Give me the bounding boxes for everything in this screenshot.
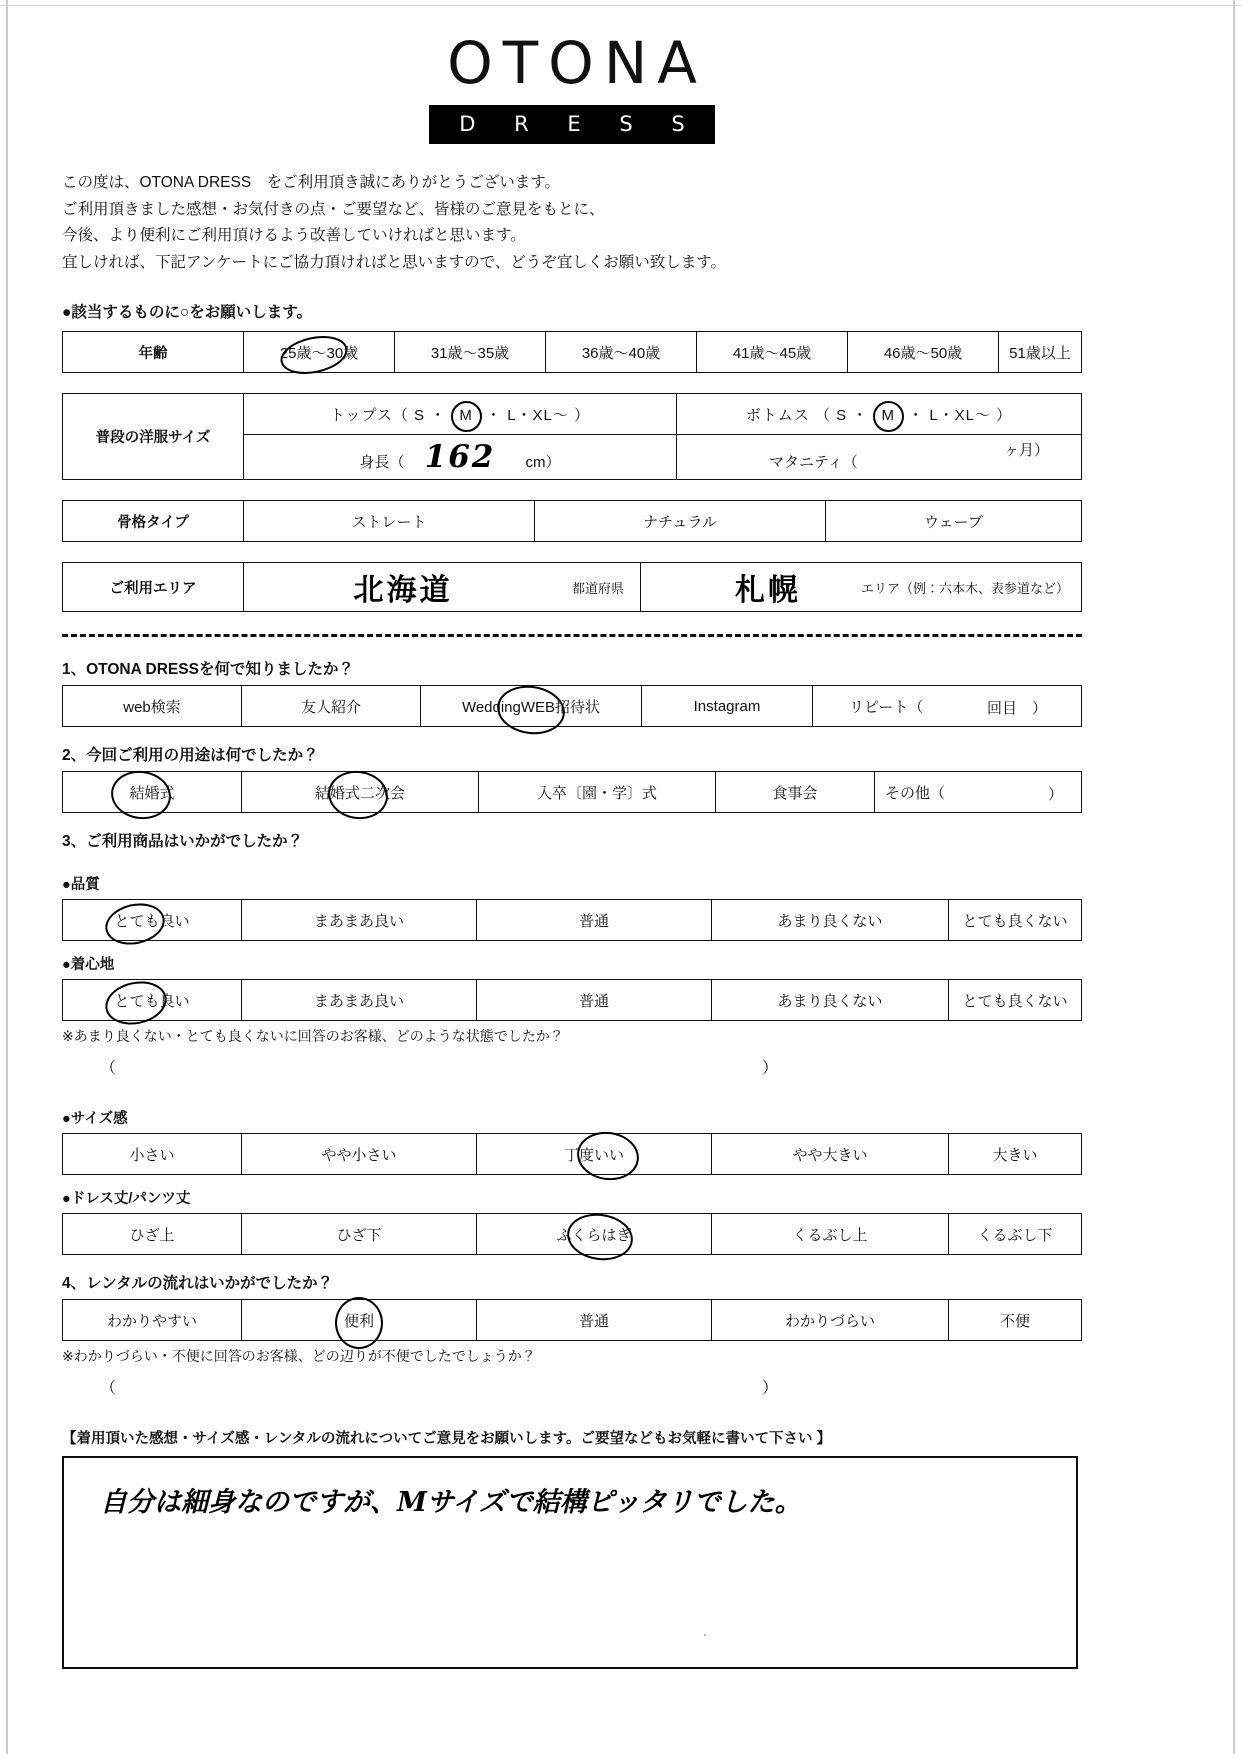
age-option-51-plus[interactable]: [999, 332, 1082, 373]
q1-title: 1、OTONA DRESSを何で知りましたか？: [62, 661, 354, 678]
quality-option-label: あまり良くない: [777, 912, 883, 930]
quality-option-not-good[interactable]: [712, 900, 949, 941]
table-row: [63, 1300, 1082, 1341]
skeleton-option-natural[interactable]: [535, 501, 826, 542]
q4-option-inconvenient[interactable]: [949, 1300, 1082, 1341]
q4-option-label: わかりやすい: [106, 1312, 197, 1330]
quality-option-very-good[interactable]: [63, 900, 242, 941]
q3-comfort-note: ※あまり良くない・とても良くないに回答のお客様、どのような状態でしたか？: [62, 1028, 564, 1044]
q1-table: [62, 685, 1082, 727]
q4-option-convenient[interactable]: [242, 1300, 477, 1341]
intro-line-1: この度は、OTONA DRESS をご利用頂き誠にありがとうございます。: [62, 174, 560, 191]
size-option-slightly-big[interactable]: [712, 1134, 949, 1175]
intro-line-3: 今後、より便利にご利用頂けるよう改善していければと思います。: [62, 227, 526, 244]
prefecture-hint-label: 都道府県: [571, 581, 624, 596]
q3-length-table: [62, 1213, 1082, 1255]
height-value: 162: [424, 439, 496, 475]
quality-option-label: 普通: [578, 912, 609, 930]
length-option-below-knee[interactable]: [242, 1214, 477, 1255]
quality-option-fairly-good[interactable]: [242, 900, 477, 941]
skeleton-row-label: 骨格タイプ: [63, 501, 244, 542]
size-option-label: やや大きい: [792, 1146, 868, 1164]
free-comment-box[interactable]: [62, 1456, 1078, 1669]
scan-edge-left: [6, 0, 8, 1754]
q2-option-label: 結婚式: [129, 784, 175, 802]
bottoms-prefix-label: ボトムス （ S ・: [745, 406, 869, 424]
intro-paragraph: [62, 170, 1082, 276]
bottoms-size-cell[interactable]: [677, 394, 1082, 435]
bottoms-suffix-label: ・ L・XL～ ）: [908, 406, 1013, 424]
size-option-label: 小さい: [129, 1146, 175, 1164]
tops-prefix-label: トップス（ S ・: [329, 406, 447, 424]
q1-option-label: 友人紹介: [300, 698, 361, 716]
table-row: [63, 1134, 1082, 1175]
area-name-cell[interactable]: [641, 563, 1082, 612]
q2-option-label: 食事会: [772, 784, 818, 802]
q2-option-label: 結婚式二次会: [314, 784, 405, 802]
quality-option-label: とても良くない: [962, 912, 1068, 930]
q3-comfort-free-row[interactable]: [62, 1055, 1082, 1077]
open-paren: （: [100, 1060, 117, 1077]
q2-option-label: 入卒〔園・学〕式: [536, 784, 657, 802]
prefecture-value: 北海道: [353, 573, 453, 608]
q4-table: [62, 1299, 1082, 1341]
q4-option-label: 不便: [999, 1312, 1030, 1330]
q4-option-normal[interactable]: [477, 1300, 712, 1341]
size-option-label: やや小さい: [321, 1146, 397, 1164]
size-option-big[interactable]: [949, 1134, 1082, 1175]
table-row: [63, 394, 1082, 435]
skeleton-type-table: [62, 500, 1082, 542]
area-row-label: ご利用エリア: [63, 563, 244, 612]
age-option-label: 51歳以上: [1009, 344, 1071, 362]
length-option-calf[interactable]: [477, 1214, 712, 1255]
intro-line-2: ご利用頂きました感想・お気付きの点・ご要望など、皆様のご意見をもとに、: [62, 200, 605, 218]
size-option-just-right[interactable]: [477, 1134, 712, 1175]
q1-option-label: Instagram: [693, 697, 761, 715]
q4-option-label: 普通: [578, 1312, 609, 1330]
instruction-text: ●該当するものに○をお願いします。: [62, 304, 312, 321]
tops-selected-size: M: [459, 406, 473, 424]
q4-free-row[interactable]: [62, 1375, 1082, 1397]
q1-option-instagram[interactable]: [642, 686, 813, 727]
q2-option-school-ceremony[interactable]: [479, 772, 716, 813]
q1-option-repeat[interactable]: [813, 686, 1082, 727]
skeleton-option-wave[interactable]: [826, 501, 1082, 542]
length-option-above-ankle[interactable]: [712, 1214, 949, 1255]
q1-option-friend[interactable]: [242, 686, 421, 727]
length-option-above-knee[interactable]: [63, 1214, 242, 1255]
tops-size-cell[interactable]: [244, 394, 677, 435]
age-option-label: 25歳～30歳: [279, 344, 359, 362]
height-label: 身長（: [359, 454, 405, 471]
table-row: [63, 1214, 1082, 1255]
q3-title: 3、ご利用商品はいかがでしたか？: [62, 833, 304, 850]
age-option-label: 31歳～35歳: [430, 344, 510, 362]
free-comment-value: 自分は細身なのですが、Mサイズで結構ピッタリでした。: [100, 1487, 802, 1518]
skeleton-option-straight[interactable]: [244, 501, 535, 542]
age-option-36-40[interactable]: [546, 332, 697, 373]
area-hint-label: エリア（例：六本木、表参道など）: [860, 581, 1069, 596]
logo-dress-text: D R E S S: [429, 105, 714, 144]
table-row: [63, 563, 1082, 612]
length-option-label: ふくらはぎ: [556, 1226, 632, 1244]
size-option-label: 大きい: [992, 1146, 1038, 1164]
prefecture-cell[interactable]: [244, 563, 641, 612]
maternity-unit-label: ヶ月）: [1003, 442, 1049, 459]
intro-line-4: 宜しければ、下記アンケートにご協力頂ければと思いますので、どうぞ宜しくお願い致します。: [62, 253, 727, 271]
q1-option-web-search[interactable]: [63, 686, 242, 727]
quality-option-label: まあまあ良い: [313, 912, 404, 930]
comfort-option-label: 普通: [578, 992, 609, 1010]
free-comment-title: 【着用頂いた感想・サイズ感・レンタルの流れについてご意見をお願いします。ご要望などもお気軽に書いて下さい 】: [62, 1431, 831, 1447]
age-row-label: 年齢: [63, 332, 244, 373]
tops-suffix-label: ・ L・XL～ ）: [486, 406, 591, 424]
q2-table: [62, 771, 1082, 813]
age-option-31-35[interactable]: [395, 332, 546, 373]
table-row: [63, 980, 1082, 1021]
q3-size-feel-label: ●サイズ感: [62, 1111, 128, 1127]
q2-option-other[interactable]: [875, 772, 1082, 813]
q3-quality-label: ●品質: [62, 877, 100, 893]
table-row: [63, 501, 1082, 542]
maternity-cell[interactable]: [677, 435, 1082, 480]
q2-option-after-party[interactable]: [242, 772, 479, 813]
age-option-label: 46歳～50歳: [883, 344, 963, 362]
length-option-label: ひざ上: [129, 1226, 175, 1244]
comfort-option-label: まあまあ良い: [313, 992, 404, 1010]
height-cell[interactable]: [244, 435, 677, 480]
clothing-size-table: [62, 393, 1082, 480]
quality-option-very-bad[interactable]: [949, 900, 1082, 941]
scan-speck: [704, 1634, 706, 1636]
length-option-below-ankle[interactable]: [949, 1214, 1082, 1255]
q1-repeat-suffix: 回目 ）: [986, 700, 1047, 717]
length-option-label: くるぶし上: [792, 1226, 868, 1244]
table-row: [63, 332, 1082, 373]
comfort-option-very-bad[interactable]: [949, 980, 1082, 1021]
q4-option-easy[interactable]: [63, 1300, 242, 1341]
q3-quality-table: [62, 899, 1082, 941]
table-row: [63, 772, 1082, 813]
q4-option-label: 便利: [343, 1312, 374, 1330]
clothing-size-row-label: 普段の洋服サイズ: [63, 394, 244, 480]
q2-title: 2、今回ご利用の用途は何でしたか？: [62, 747, 319, 764]
skeleton-option-label: ウェーブ: [924, 513, 983, 531]
q1-option-label: WeddingWEB招待状: [461, 698, 601, 716]
q3-comfort-table: [62, 979, 1082, 1021]
q1-repeat-label: リピート（: [849, 698, 924, 716]
comfort-option-label: とても良くない: [962, 992, 1068, 1010]
q3-length-label: ●ドレス丈/パンツ丈: [62, 1191, 191, 1207]
logo-otona-text: OTONA: [447, 29, 707, 97]
close-paren: ）: [762, 1380, 779, 1397]
comfort-option-label: とても良い: [114, 992, 190, 1010]
scan-edge-right: [1233, 0, 1235, 1754]
open-paren: （: [100, 1380, 117, 1397]
age-option-25-30[interactable]: [244, 332, 395, 373]
skeleton-option-label: ナチュラル: [642, 513, 718, 531]
quality-option-normal[interactable]: [477, 900, 712, 941]
q4-option-label: わかりづらい: [784, 1312, 875, 1330]
comfort-option-fairly-good[interactable]: [242, 980, 477, 1021]
q4-title: 4、レンタルの流れはいかがでしたか？: [62, 1275, 334, 1292]
q1-option-wedding-web[interactable]: [421, 686, 642, 727]
comfort-option-label: あまり良くない: [777, 992, 883, 1010]
q4-option-hard[interactable]: [712, 1300, 949, 1341]
area-value: 札幌: [735, 573, 801, 608]
table-row: [63, 900, 1082, 941]
size-option-slightly-small[interactable]: [242, 1134, 477, 1175]
comfort-option-very-good[interactable]: [63, 980, 242, 1021]
size-option-label: 丁度いい: [563, 1146, 624, 1164]
brand-logo: [62, 0, 1082, 144]
age-option-46-50[interactable]: [848, 332, 999, 373]
age-option-41-45[interactable]: [697, 332, 848, 373]
q2-other-suffix: ）: [1047, 786, 1063, 803]
q2-other-label: その他（: [885, 784, 946, 802]
q3-comfort-label: ●着心地: [62, 957, 115, 973]
close-paren: ）: [762, 1060, 779, 1077]
maternity-label: マタニティ（: [769, 454, 858, 471]
quality-option-label: とても良い: [114, 912, 190, 930]
height-unit-label: cm）: [525, 454, 561, 471]
skeleton-option-label: ストレート: [351, 513, 427, 531]
area-table: [62, 562, 1082, 612]
bottoms-selected-size: M: [881, 406, 895, 424]
comfort-option-normal[interactable]: [477, 980, 712, 1021]
q4-note: ※わかりづらい・不便に回答のお客様、どの辺りが不便でしたでしょうか？: [62, 1348, 536, 1364]
age-option-label: 36歳～40歳: [581, 344, 661, 362]
q3-size-feel-table: [62, 1133, 1082, 1175]
age-table: [62, 331, 1082, 373]
length-option-label: ひざ下: [336, 1226, 382, 1244]
q2-option-dinner[interactable]: [716, 772, 875, 813]
length-option-label: くるぶし下: [977, 1226, 1053, 1244]
table-row: [63, 686, 1082, 727]
age-option-label: 41歳～45歳: [732, 344, 812, 362]
size-option-small[interactable]: [63, 1134, 242, 1175]
section-divider: [62, 634, 1082, 637]
comfort-option-not-good[interactable]: [712, 980, 949, 1021]
q1-option-label: web検索: [123, 698, 181, 716]
q2-option-wedding[interactable]: [63, 772, 242, 813]
